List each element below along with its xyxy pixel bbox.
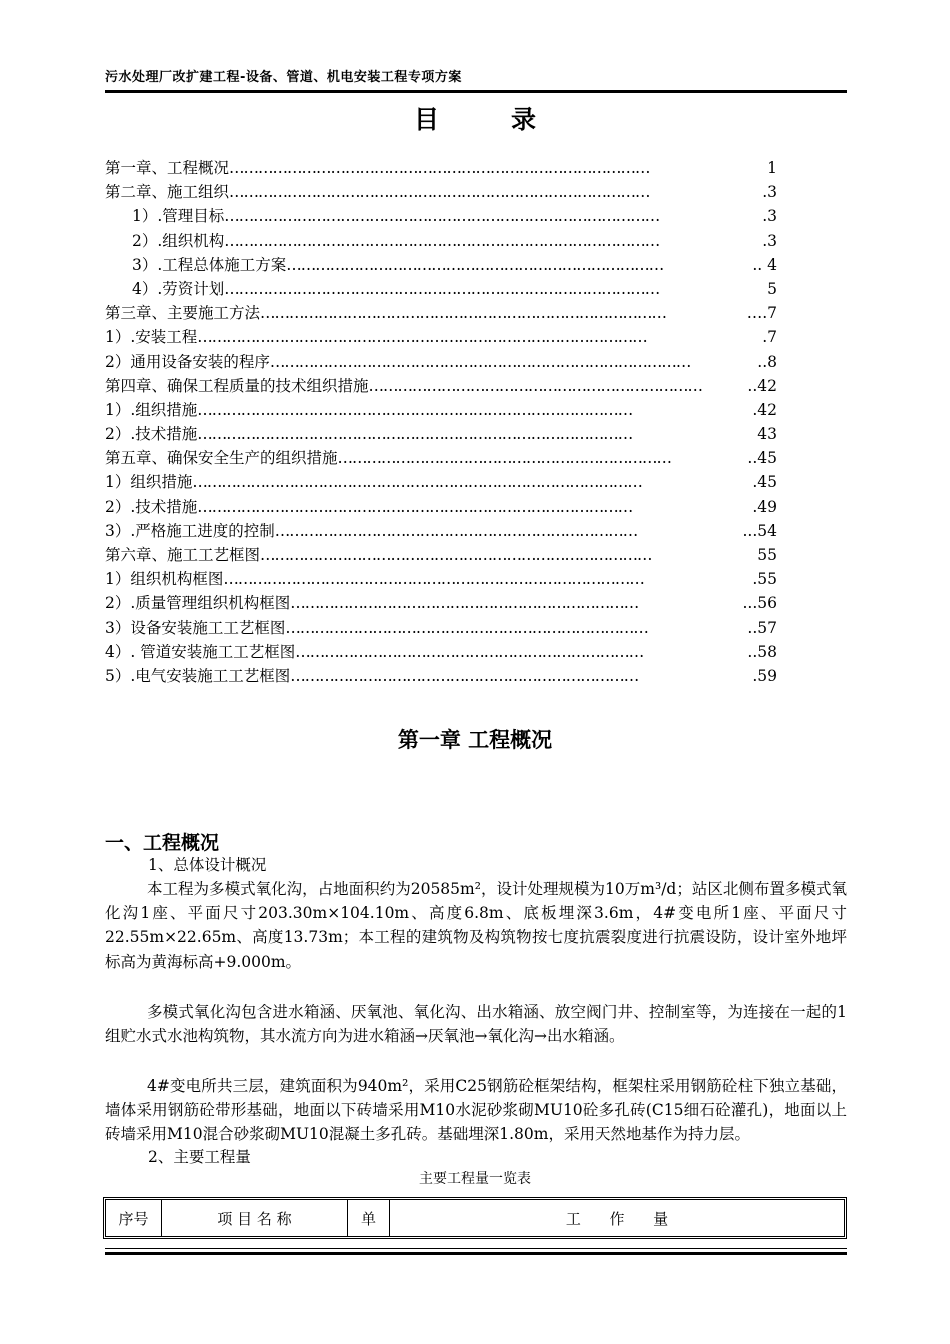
toc-heading-right: 录	[511, 105, 537, 134]
toc-entry-label: 第二章、施工组织	[105, 183, 230, 202]
toc-entry-page: .. 4	[752, 255, 777, 274]
toc-entry-page: .59	[752, 666, 777, 685]
toc-entry[interactable]	[105, 156, 777, 180]
toc-heading	[0, 100, 950, 136]
toc-entry-page: .7	[762, 328, 777, 347]
column-header-item-name: 项 目 名 称	[162, 1200, 348, 1236]
toc-entry-page: 55	[757, 546, 777, 564]
toc-entry-page: ..45	[747, 449, 777, 468]
toc-entry-label: 1）组织机构框图	[105, 570, 224, 589]
toc-entry[interactable]	[105, 204, 777, 228]
column-header-quantity: 工 作 量	[565, 1209, 669, 1228]
toc-entry-page: ….7	[746, 304, 777, 323]
chapter-title: 第一章 工程概况	[397, 728, 553, 752]
toc-entry-label: 2）.技术措施	[105, 497, 198, 516]
toc-entry[interactable]	[105, 325, 777, 349]
toc-entry-leader: ………………………………………………………………………………	[224, 207, 660, 226]
toc-entry-label: 2）.质量管理组织机构框图	[105, 594, 291, 613]
toc-entry-leader: ………………………………………………………………………………	[197, 497, 633, 516]
toc-entry-leader: ………………………………………………………………………………	[197, 400, 633, 419]
toc-entry[interactable]	[105, 301, 777, 325]
toc-entry-label: 1）组织措施	[105, 473, 193, 492]
toc-entry-label: 第五章、确保安全生产的组织措施	[105, 449, 338, 468]
document-header-title: 污水处理厂改扩建工程-设备、管道、机电安装工程专项方案	[105, 70, 462, 85]
toc-entry[interactable]	[105, 640, 777, 664]
subheading-main-quantities: 2、主要工程量	[148, 1148, 251, 1166]
toc-entry[interactable]	[105, 495, 777, 519]
toc-entry-leader: ………………………………………………………………	[290, 594, 639, 613]
toc-entry-leader: …………………………………………………………………………………	[197, 328, 647, 347]
section-title: 一、工程概况	[105, 832, 220, 854]
footer-rule-bottom	[105, 1252, 847, 1255]
subheading-design-overview: 1、总体设计概况	[148, 856, 267, 874]
toc-entry-page: .42	[752, 400, 777, 419]
header-rule	[105, 90, 847, 93]
column-header-unit: 单	[348, 1200, 390, 1236]
toc-entry-leader: …………………………………………………………………	[285, 618, 648, 637]
toc-entry[interactable]	[105, 253, 777, 277]
toc-heading-left: 目	[413, 105, 439, 134]
toc-entry[interactable]	[105, 398, 777, 422]
paragraph-oxidation-ditch: 多模式氧化沟包含进水箱涵、厌氧池、氧化沟、出水箱涵、放空阀门井、控制室等，为连接在一起的1组贮水式水池构筑物，其水流方向为进水箱涵→厌氧池→氧化沟→出水箱涵。	[105, 1003, 847, 1046]
toc-entry[interactable]	[105, 422, 777, 446]
toc-entry-leader: ………………………………………………………………………………	[224, 231, 660, 250]
table-of-contents	[105, 156, 777, 688]
toc-entry-leader: ……………………………………………………………………………	[269, 352, 691, 371]
toc-entry[interactable]	[105, 374, 777, 398]
toc-entry-leader: ………………………………………………………………………………	[197, 425, 633, 444]
toc-entry-page: .3	[762, 231, 777, 250]
toc-entry[interactable]	[105, 616, 777, 640]
toc-entry-leader: ……………………………………………………………	[337, 449, 672, 468]
toc-entry[interactable]	[105, 543, 777, 567]
toc-entry[interactable]	[105, 591, 777, 615]
toc-entry-leader: ………………………………………………………………	[295, 642, 644, 661]
toc-entry-page: ..57	[747, 618, 777, 637]
toc-entry[interactable]	[105, 664, 777, 688]
toc-entry-page: 43	[757, 425, 777, 444]
paragraph-substation: 4#变电所共三层，建筑面积为940m²，采用C25钢筋砼框架结构，框架柱采用钢筋砼柱下独立基础，墙体采用钢筋砼带形基础，地面以下砖墙采用M10水泥砂浆砌MU10砼多孔砖(C15细石砼灌孔)，地面以上砖墙采用M10混合砂浆砌MU10混凝土多孔砖。基础埋深1.80m，采用天然地基作为持力层。	[105, 1077, 847, 1144]
toc-entry-label: 1）.管理目标	[132, 207, 225, 226]
toc-entry-page: ..8	[757, 352, 777, 371]
toc-entry-label: 4）. 管道安装施工工艺框图	[105, 642, 296, 661]
column-header-number: 序号	[106, 1200, 162, 1236]
toc-entry[interactable]	[105, 229, 777, 253]
toc-entry-label: 3）.工程总体施工方案	[132, 255, 287, 274]
toc-entry-page: ...54	[742, 521, 777, 540]
toc-entry-page: .3	[762, 207, 777, 226]
toc-entry-page: 5	[767, 279, 777, 298]
table-header-row	[106, 1200, 844, 1236]
toc-entry-label: 第六章、施工工艺框图	[105, 546, 261, 564]
toc-entry[interactable]	[105, 470, 777, 494]
toc-entry-leader: ………………………………………………………………………	[260, 546, 652, 564]
table-caption: 主要工程量一览表	[419, 1171, 531, 1187]
toc-entry-label: 1）.组织措施	[105, 400, 198, 419]
toc-entry-leader: …………………………………………………………………………………	[192, 473, 642, 492]
toc-entry-page: 1	[767, 159, 777, 177]
toc-entry-label: 第四章、确保工程质量的技术组织措施	[105, 376, 369, 395]
toc-entry-label: 2）.组织机构	[132, 231, 225, 250]
toc-entry-label: 3）设备安装施工工艺框图	[105, 618, 286, 637]
paragraph-project-overview: 本工程为多模式氧化沟，占地面积约为20585m²，设计处理规模为10万m³/d；站区北侧布置多模式氧化沟1座、平面尺寸203.30m×104.10m、高度6.8m、底板埋深3.6m，4#变电所1座、平面尺寸22.55m×22.65m、高度13.73m；本工程的建筑物及构筑物按七度抗震裂度进行抗震设防，设计室外地坪标高为黄海标高+9.000m。	[105, 880, 847, 971]
toc-entry[interactable]	[105, 567, 777, 591]
toc-entry-page: .49	[752, 497, 777, 516]
toc-entry[interactable]	[105, 277, 777, 301]
toc-entry-leader: ……………………………………………………………………………	[223, 570, 644, 589]
toc-entry-page: ..42	[747, 376, 777, 395]
toc-entry-leader: ……………………………………………………………………	[286, 255, 664, 274]
toc-entry-label: 2）.技术措施	[105, 425, 198, 444]
toc-entry-label: 5）.电气安装施工工艺框图	[105, 666, 291, 685]
toc-entry-page: .3	[762, 183, 777, 202]
toc-entry-leader: …………………………………………………………………………	[260, 304, 667, 323]
toc-entry-leader: ……………………………………………………………………………	[229, 183, 650, 202]
toc-entry-page: ..58	[747, 642, 777, 661]
toc-entry-page: .45	[752, 473, 777, 492]
toc-entry-label: 3）.严格施工进度的控制	[105, 521, 275, 540]
toc-entry-page: ...56	[742, 594, 777, 613]
toc-entry[interactable]	[105, 350, 777, 374]
toc-entry-label: 1）.安装工程	[105, 328, 198, 347]
toc-entry-leader: ……………………………………………………………………………	[229, 159, 650, 177]
toc-entry[interactable]	[105, 180, 777, 204]
toc-entry-page: .55	[752, 570, 777, 589]
toc-entry-leader: ………………………………………………………………………………	[224, 279, 660, 298]
toc-entry-label: 第一章、工程概况	[105, 159, 230, 177]
toc-entry-label: 第三章、主要施工方法	[105, 304, 261, 323]
toc-entry-leader: ………………………………………………………………	[290, 666, 639, 685]
toc-entry-label: 4）.劳资计划	[132, 279, 225, 298]
toc-entry-leader: …………………………………………………………………	[274, 521, 638, 540]
toc-entry-leader: ……………………………………………………………	[368, 376, 703, 395]
footer-rule-top	[105, 1248, 847, 1249]
work-quantity-table	[105, 1199, 845, 1237]
toc-entry[interactable]	[105, 446, 777, 470]
toc-entry[interactable]	[105, 519, 777, 543]
toc-entry-label: 2）通用设备安装的程序	[105, 352, 270, 371]
